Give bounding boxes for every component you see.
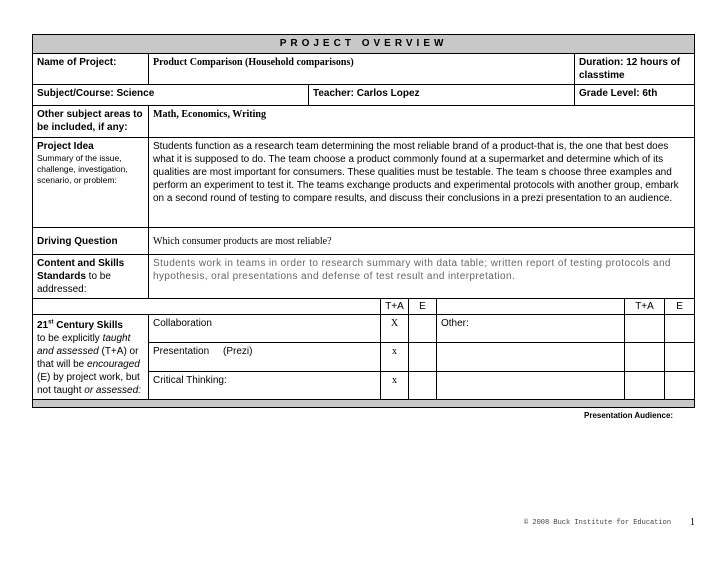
project-name-label: Name of Project: [33, 54, 149, 85]
e-header: E [409, 299, 437, 315]
skill-ta-mark: X [381, 315, 409, 343]
presentation-audience-cutoff [582, 409, 694, 420]
century-desc-2: (T+A) or that will be [37, 346, 139, 371]
project-overview-table [32, 34, 695, 408]
content-standards-label-bold: Content and Skills Standards [37, 258, 125, 282]
century-desc-italic-3: or assessed: [84, 385, 141, 397]
driving-question-row [33, 228, 695, 255]
subject-row [33, 85, 695, 106]
content-standards-label-rest: to be addressed: [37, 271, 111, 295]
duration-value: Duration: 12 hours of classtime [575, 54, 695, 85]
grade-level: Grade Level: 6th [575, 85, 695, 106]
copyright-footer: © 2008 Buck Institute for Education [524, 519, 672, 527]
skill-ta-mark: x [381, 371, 409, 399]
project-idea-row [33, 138, 695, 228]
skill-ta-mark: x [381, 343, 409, 371]
skill-e-mark [409, 371, 437, 399]
skill-e-mark [409, 343, 437, 371]
other-subjects-label: Other subject areas to be included, if any: [33, 106, 149, 138]
project-name-value: Product Comparison (Household comparisons) [149, 54, 575, 85]
other-skills-label: Other: [437, 315, 625, 343]
century-skills-label [33, 315, 149, 400]
other-skills-blank [437, 371, 625, 399]
century-desc-1: to be explicitly [37, 333, 103, 345]
title-row [33, 35, 695, 54]
other-e-cell [665, 315, 695, 343]
century-desc-3: (E) by project work, but not taught [37, 372, 140, 397]
century-sup: st [48, 320, 54, 326]
skills-header-row [33, 299, 695, 315]
other-skills-blank [437, 343, 625, 371]
driving-question-text: Which consumer products are most reliable? [149, 228, 695, 255]
other-e-cell [665, 343, 695, 371]
subject-course: Subject/Course: Science [33, 85, 309, 106]
content-standards-row [33, 255, 695, 299]
skill-name: Collaboration [149, 315, 381, 343]
e-header-2: E [665, 299, 695, 315]
other-subjects-row [33, 106, 695, 138]
project-idea-text: Students function as a research team determining the most reliable brand of a product-that is, the one that best does what it is supposed to do. The team choose a product commonly found at a supermarket and determine which of its qualities are most important for consumers. These qualities must be testable. The team s choose three examples and perform an experiment to test it. The teams exchange products and experimental protocols with another group, embark on a second round of testing to compare results, and discuss their conclusions in a prezi presentation to an audience. [149, 138, 695, 228]
skills-header-spacer-2 [437, 299, 625, 315]
ta-header: T+A [381, 299, 409, 315]
driving-question-label: Driving Question [33, 228, 149, 255]
project-idea-label-cell [33, 138, 149, 228]
project-idea-sublabel: Summary of the issue, challenge, investigation, scenario, or problem: [37, 153, 128, 185]
century-desc-italic-2: encouraged [87, 359, 140, 371]
page-number: 1 [690, 517, 695, 528]
skill-name: Presentation (Prezi) [149, 343, 381, 371]
content-standards-label [33, 255, 149, 299]
page-title: PROJECT OVERVIEW [33, 35, 695, 54]
skill-name: Critical Thinking: [149, 371, 381, 399]
content-standards-text: Students work in teams in order to research summary with data table; written report of testing protocols and hypothesis, oral presentations and defense of test result and interpretation. [149, 255, 695, 299]
cutoff-shaded-bar [33, 400, 695, 408]
skill-row-collaboration [33, 315, 695, 343]
other-ta-cell [625, 315, 665, 343]
teacher-name: Teacher: Carlos Lopez [309, 85, 575, 106]
cutoff-row [33, 400, 695, 408]
century-skills-title [37, 320, 123, 331]
century-desc-italic-1: taught and assessed [37, 333, 131, 358]
century-number: 21 [37, 320, 49, 332]
other-ta-cell [625, 343, 665, 371]
other-subjects-value: Math, Economics, Writing [149, 106, 695, 138]
project-idea-label: Project Idea [37, 141, 94, 152]
other-e-cell [665, 371, 695, 399]
skills-header-spacer [33, 299, 381, 315]
project-name-row [33, 54, 695, 85]
other-ta-cell [625, 371, 665, 399]
skill-e-mark [409, 315, 437, 343]
century-rest: Century Skills [53, 320, 123, 332]
ta-header-2: T+A [625, 299, 665, 315]
presentation-audience-label: Presentation Audience: [584, 411, 674, 420]
